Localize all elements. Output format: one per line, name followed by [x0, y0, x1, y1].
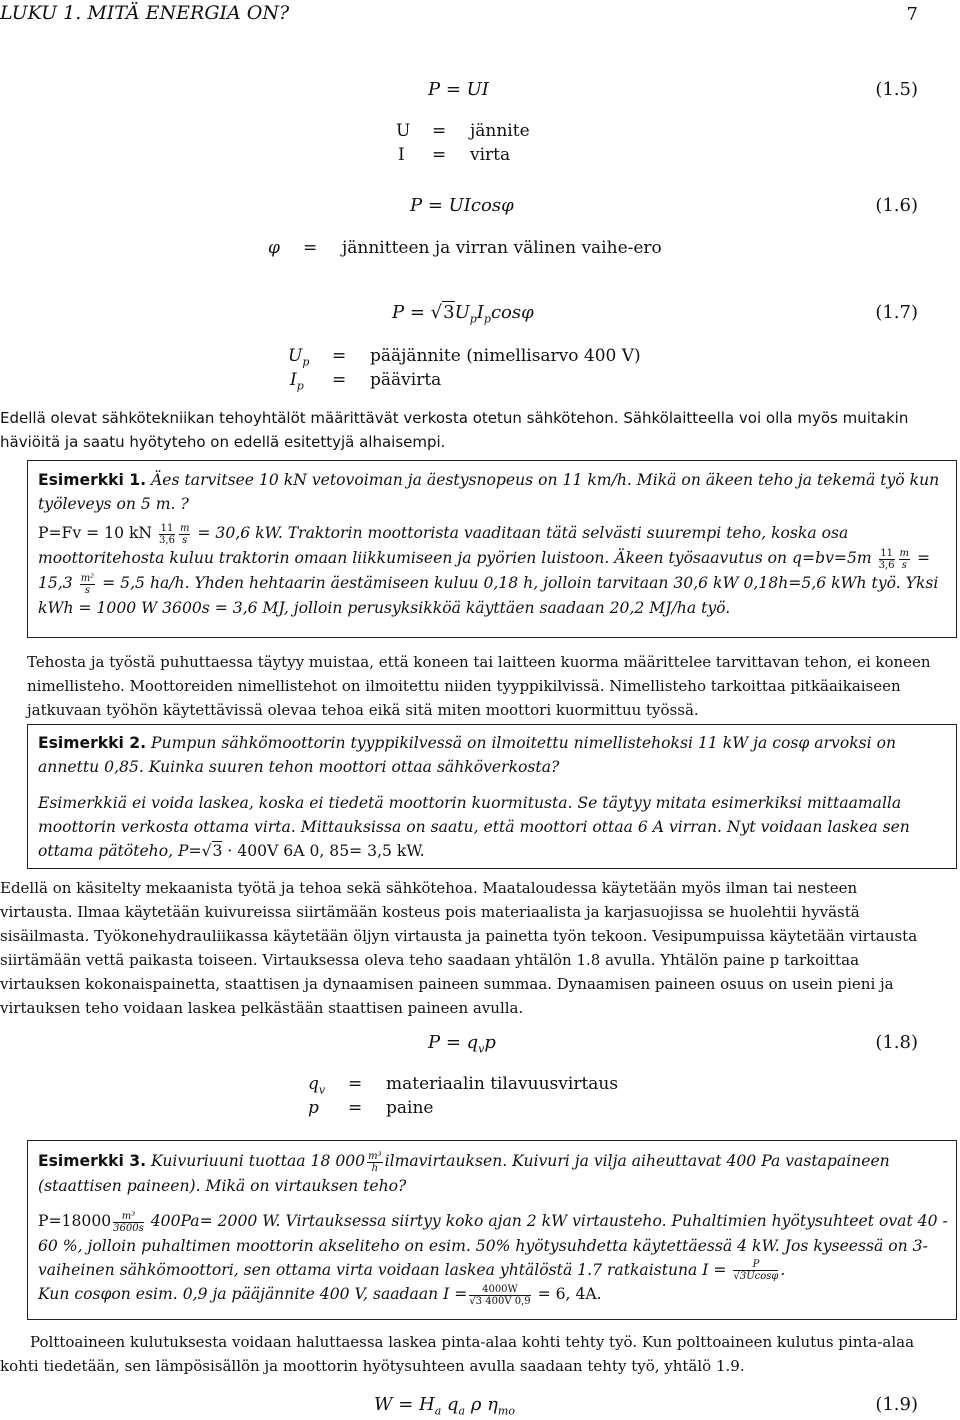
def-symbol: $q_v$ [308, 1074, 326, 1097]
def-description: materiaalin tilavuusvirtaus [386, 1074, 619, 1094]
equation-number-1-6: (1.6) [875, 195, 918, 216]
equation-number-1-5: (1.5) [875, 79, 918, 100]
def-symbol: φ [268, 238, 280, 258]
paragraph-2: Tehosta ja työstä puhuttaessa täytyy muistaa, että koneen tai laitteen kuorma määrittelee tarvittavan tehon, ei koneen nimellisteho. Moottoreiden nimellistehot on ilmoitettu niiden tyyppikilvissä. Nimellisteho tarkoittaa pitkäaikaiseen jatkuvaan työhön käytettävissä olevaa tehoa eikä sitä miten moottori kuormittuu työssä. [27, 653, 931, 719]
example-1-label: Esimerkki 1. [38, 471, 147, 489]
equation-1-5: P = UI [428, 79, 489, 100]
paragraph-4-text: Polttoaineen kulutuksesta voidaan haluttaessa laskea pinta-alaa kohti tehty työ. Kun polttoaineen kulutus pinta-alaa kohti tiedetään, sen lämpösisällön ja moottorin hyötysuhteen avulla saadaan tehty työ, yhtälö 1.9. [0, 1333, 915, 1375]
def-equals: = [303, 238, 318, 258]
example-2-label: Esimerkki 2. [38, 734, 147, 752]
def-symbol: $I_p$ [290, 370, 304, 393]
paragraph-1: Edellä olevat sähkötekniikan tehoyhtälöt määrittävät verkosta otetun sähkötehon. Sähkölaitteella voi olla myös muitakin häviöitä ja saatu hyötyteho on edellä esitettyjä alhaisempi. [0, 409, 909, 451]
def-description: virta [470, 145, 511, 165]
def-equals: = [332, 346, 347, 366]
def-symbol: p [308, 1098, 319, 1118]
equation-1-7: $P = √3U_pI_p\cos\varphi$ [392, 302, 534, 326]
def-equals: = [432, 145, 447, 165]
example-2-answer: Esimerkkiä ei voida laskea, koska ei tiedetä moottorin kuormitusta. Se täytyy mitata esimerkiksi mittaamalla moottorin verkosta ottama virta. Mittauksissa on saatu, että moottori ottaa 6 A virran. Nyt voidaan laskea sen ottama pätöteho, P=√3 · 400V 6A 0, 85= 3,5 kW. [38, 794, 910, 860]
def-description: päävirta [370, 370, 442, 390]
def-equals: = [432, 121, 447, 141]
example-3-question: Esimerkki 3. Kuivuriuuni tuottaa 18 000 $\frac{\text{m³}}{h}$ ilmavirtauksen. Kuivuri ja vilja aiheuttavat 400 Pa vastapaineen (staattisen paineen). Mikä on virtauksen teho? [38, 1150, 890, 1195]
equation-number-1-7: (1.7) [875, 302, 918, 323]
example-3-label: Esimerkki 3. [38, 1152, 147, 1170]
page-number: 7 [906, 4, 918, 25]
example-2-question: Esimerkki 2. Pumpun sähkömoottorin tyyppikilvessä on ilmoitettu nimellistehoksi 11 kW ja cosφ arvoksi on annettu 0,85. Kuinka suuren tehon moottori ottaa sähköverkosta? [38, 734, 897, 776]
equation-1-9: $W = H_a$ $q_a$ ρ $\eta_{mo}$ [374, 1394, 515, 1418]
example-1-box [27, 460, 957, 638]
example-1-answer: P=Fv = 10 kN $\frac{11}{3,6}$ $\frac{m}{s}$ = 30,6 kW. Traktorin moottorista vaaditaan tätä selvästi suurempi teho, koska osa moottoritehosta kuluu traktorin omaan liikkumiseen ja pyörien luistoon. Äkeen työsaavutus on q=bv=5m $\frac{11}{3,6}$ $\frac{m}{s}$ = 15,3 $\frac{\text{m²}}{s}$ = 5,5 ha/h. Yhden hehtaarin äestämiseen kuluu 0,18 h, jolloin tarvitaan 30,6 kW 0,18h=5,6 kWh työ. Yksi kWh = 1000 W 3600s = 3,6 MJ, jolloin perusyksikköä käyttäen saadaan 20,2 MJ/ha työ. [38, 522, 939, 617]
example-1-question: Esimerkki 1. Äes tarvitsee 10 kN vetovoiman ja äestysnopeus on 11 km/h. Mikä on äkeen teho ja tekemä työ kun työleveys on 5 m. ? [38, 471, 940, 513]
chapter-header: LUKU 1. MITÄ ENERGIA ON? [0, 2, 290, 24]
example-3-answer: P=18000 $\frac{\text{m³}}{3600s}$ 400Pa= 2000 W. Virtauksessa siirtyy koko ajan 2 kW virtausteho. Puhaltimien hyötysuhteet ovat 40 - 60 %, jolloin puhaltimen moottorin akseliteho on esim. 50% hyötysuhdetta käytettäessä 4 kW. Jos kyseessä on 3-vaiheinen sähkömoottori, sen ottama virta voidaan laskea yhtälöstä 1.7 ratkaistuna I = $\frac{P}{√3Ucos\varphi}$ . Kun cosφon esim. 0,9 ja pääjännite 400 V, saadaan I = $\frac{4000W}{√3 400V 0,9}$ = 6, 4A. [38, 1210, 948, 1307]
def-description: paine [386, 1098, 434, 1118]
example-2-box [27, 724, 957, 869]
equation-number-1-9: (1.9) [875, 1394, 918, 1415]
paragraph-3: Edellä on käsitelty mekaanista työtä ja tehoa sekä sähkötehoa. Maataloudessa käytetään myös ilman tai nesteen virtausta. Ilmaa käytetään kuivureissa siirtämään kosteus pois materiaalista ja karjasuojissa se huolehtii hyvästä sisäilmasta. Työkonehydrauliikassa käytetään öljyn virtausta ja painetta työn tekoon. Vesipumpuissa käytetään virtausta siirtämään vettä paikasta toiseen. Virtauksessa oleva teho saadaan yhtälön 1.8 avulla. Yhtälön paine p tarkoittaa virtauksen kokonaispainetta, staattisen ja dynaamisen paineen summaa. Dynaamisen paineen osuus on usein pieni ja virtauksen teho voidaan laskea pelkästään staattisen paineen avulla. [0, 879, 918, 1017]
def-symbol: U [396, 121, 411, 141]
def-description: jännitteen ja virran välinen vaihe-ero [342, 238, 662, 258]
def-equals: = [348, 1098, 363, 1118]
equation-1-6: P = UIcosφ [410, 195, 514, 216]
def-description: pääjännite (nimellisarvo 400 V) [370, 346, 641, 366]
def-equals: = [348, 1074, 363, 1094]
def-symbol: $U_p$ [288, 346, 310, 369]
example-3-box [27, 1140, 957, 1320]
def-symbol: I [398, 145, 405, 165]
equation-number-1-8: (1.8) [875, 1032, 918, 1053]
def-equals: = [332, 370, 347, 390]
equation-1-8: $P = q_vp$ [428, 1032, 496, 1056]
def-description: jännite [470, 121, 530, 141]
